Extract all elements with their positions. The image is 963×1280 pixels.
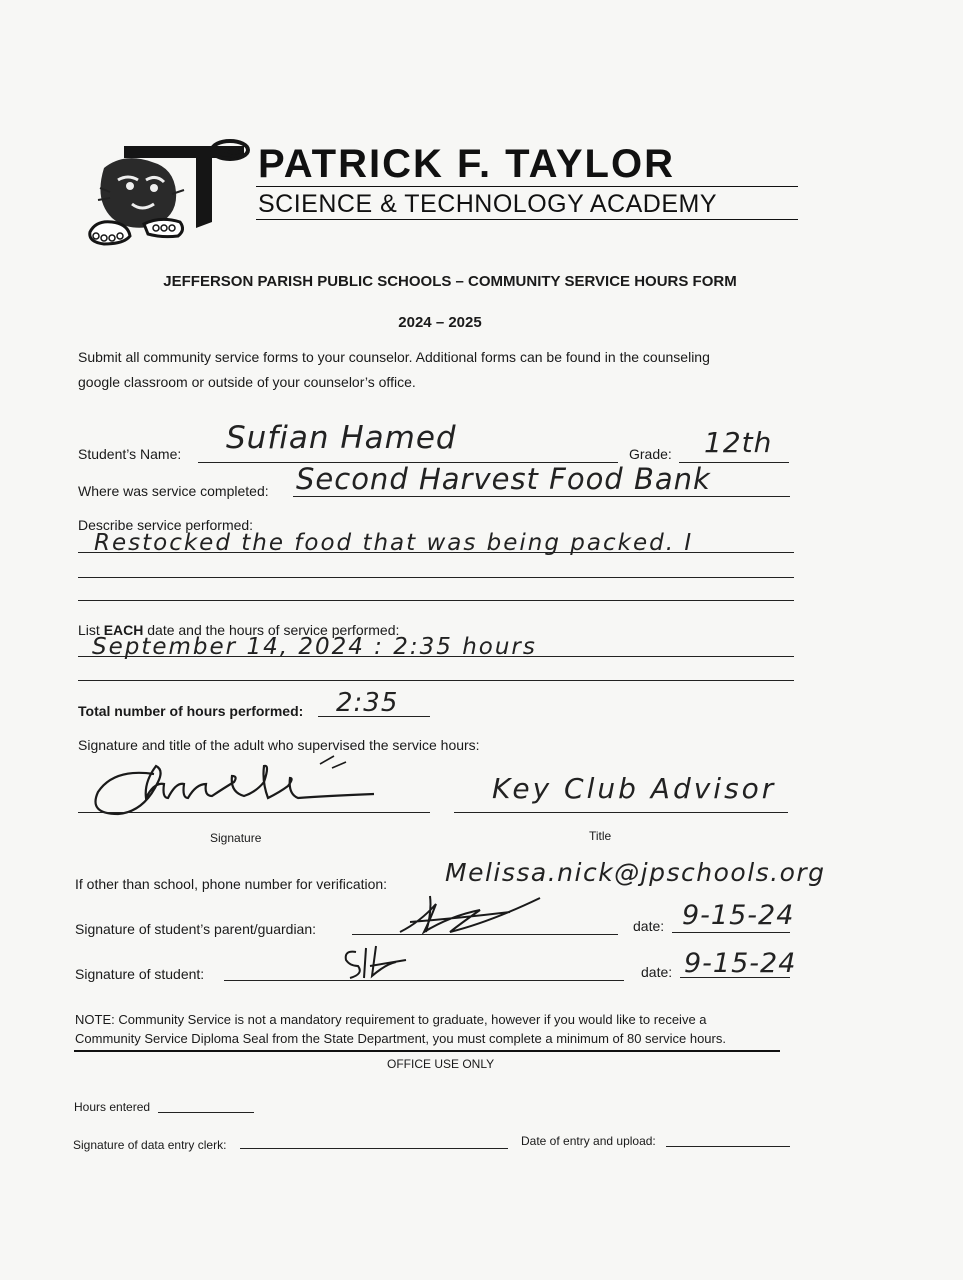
note-line-1: NOTE: Community Service is not a mandatory requirement to graduate, however if you would like to receive a (75, 1012, 707, 1027)
phone-label: If other than school, phone number for verification: (75, 876, 388, 892)
grade-label: Grade: (629, 446, 672, 462)
dates-label-pre: List (78, 622, 104, 638)
form-title: JEFFERSON PARISH PUBLIC SCHOOLS – COMMUNITY SERVICE HOURS FORM (163, 273, 737, 290)
total-hours-value[interactable]: 2:35 (336, 688, 399, 718)
note-line-2: Community Service Diploma Seal from the State Department, you must complete a minimum of 80 service hours. (75, 1031, 726, 1046)
office-use-heading: OFFICE USE ONLY (387, 1057, 495, 1071)
parent-date-line (672, 932, 790, 933)
where-value[interactable]: Second Harvest Food Bank (296, 462, 711, 496)
hours-entered-label: Hours entered (74, 1100, 151, 1114)
school-logo-icon (84, 128, 254, 250)
student-signature-label: Signature of student: (75, 966, 205, 982)
dates-label-bold: EACH (103, 622, 144, 638)
school-year: 2024 – 2025 (398, 314, 482, 331)
supervisor-title-value[interactable]: Key Club Advisor (492, 772, 777, 805)
describe-value[interactable]: Restocked the food that was being packed. I (94, 530, 694, 556)
parent-signature (390, 892, 550, 938)
dates-line-2 (78, 680, 794, 681)
school-subtitle: SCIENCE & TECHNOLOGY ACADEMY (258, 190, 718, 218)
where-label: Where was service completed: (78, 483, 269, 499)
clerk-signature-line (240, 1148, 508, 1149)
total-hours-label: Total number of hours performed: (78, 703, 304, 719)
describe-line-1 (78, 552, 794, 553)
grade-value[interactable]: 12th (704, 426, 773, 459)
parent-signature-label: Signature of student’s parent/guardian: (75, 921, 317, 937)
entry-date-line (666, 1146, 790, 1147)
header-rule (256, 186, 798, 187)
header-rule-bottom (256, 219, 798, 220)
student-signature (336, 944, 412, 984)
parent-date-value[interactable]: 9-15-24 (682, 900, 795, 931)
supervisor-signature-line (78, 812, 430, 813)
instructions-line-2: google classroom or outside of your counselor’s office. (78, 374, 416, 390)
describe-line-3 (78, 600, 794, 601)
phone-value[interactable]: Melissa.nick@jpschools.org (445, 858, 826, 887)
student-name-label: Student’s Name: (78, 446, 182, 462)
dates-label-post: date and the hours of service performed: (143, 622, 400, 638)
entry-date-label: Date of entry and upload: (521, 1134, 656, 1148)
clerk-signature-label: Signature of data entry clerk: (73, 1138, 227, 1152)
signature-caption: Signature (210, 831, 262, 845)
describe-line-2 (78, 577, 794, 578)
student-date-value[interactable]: 9-15-24 (684, 948, 797, 979)
school-name: PATRICK F. TAYLOR (258, 142, 675, 186)
supervisor-signature (84, 752, 384, 826)
instructions-line-1: Submit all community service forms to your counselor. Additional forms can be found in the counseling (78, 349, 710, 365)
dates-line-1 (78, 656, 794, 657)
parent-date-label: date: (633, 918, 665, 934)
note-divider (74, 1050, 780, 1052)
dates-value[interactable]: September 14, 2024 : 2:35 hours (92, 634, 537, 660)
supervisor-label: Signature and title of the adult who supervised the service hours: (78, 737, 480, 753)
student-name-value[interactable]: Sufian Hamed (226, 420, 457, 456)
student-signature-line (224, 980, 624, 981)
where-line (293, 496, 790, 497)
hours-entered-line (158, 1112, 254, 1113)
title-caption: Title (589, 829, 612, 843)
student-date-label: date: (641, 964, 673, 980)
supervisor-title-line (454, 812, 788, 813)
describe-label: Describe service performed: (78, 517, 254, 533)
